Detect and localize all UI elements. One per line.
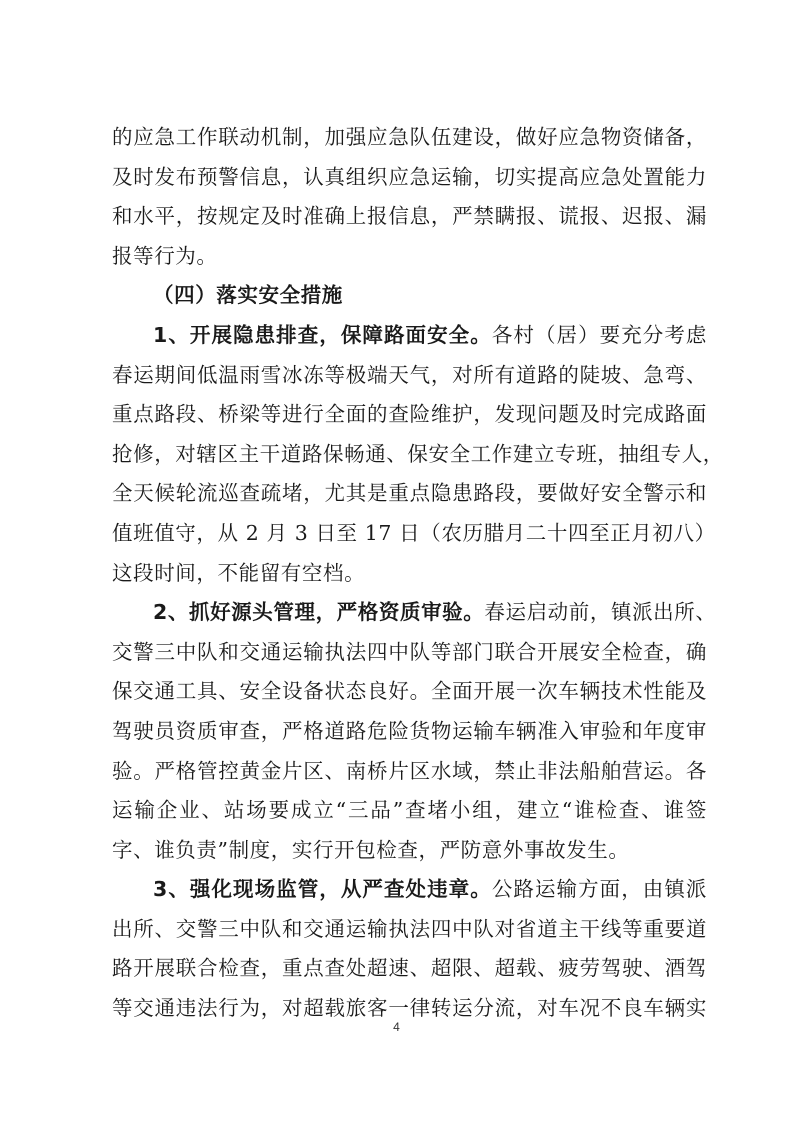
paragraph-first-line [112,316,707,356]
section-heading: （四）落实安全措施 [153,283,343,308]
text-line: 的应急工作联动机制，加强应急队伍建设，做好应急物资储备， [112,125,707,149]
text-line: 保交通工具、安全设备状态良好。全面开展一次车辆技术性能及 [112,679,707,704]
text-line: 抢修，对辖区主干道路保畅通、保安全工作建立专班，抽组专人， [112,441,724,466]
text-line: 重点路段、桥梁等进行全面的查险维护，发现问题及时完成路面 [112,402,707,427]
text-line: 验。严格管控黄金片区、南桥片区水域，禁止非法船舶营运。各 [112,758,707,783]
text-line: 报等行为。 [112,243,218,268]
paragraph-first-line [112,870,707,910]
text-line: 等交通违法行为，对超载旅客一律转运分流，对车况不良车辆实 [112,996,707,1021]
text-line: 春运期间低温雨雪冰冻等极端天气，对所有道路的陡坡、急弯、 [112,362,707,387]
document-body [112,118,724,1029]
paragraph-text: 各村（居）要充分考虑 [491,322,707,347]
text-line: 及时发布预警信息，认真组织应急运输，切实提高应急处置能力 [112,164,707,189]
text-line: 出所、交警三中队和交通运输执法四中队对省道主干线等重要道 [112,916,707,941]
paragraph-first-line [112,593,717,633]
paragraph-lead: 1、开展隐患排查，保障路面安全。 [153,322,492,347]
text-line: 全天候轮流巡查疏堵，尤其是重点隐患路段，要做好安全警示和 [112,481,707,506]
text-line: 交警三中队和交通运输执法四中队等部门联合开展安全检查，确 [112,639,707,664]
paragraph-text: 公路运输方面，由镇派 [491,877,707,902]
text-line: 这段时间，不能留有空档。 [112,560,366,585]
text-line: 驾驶员资质审查，严格道路危险货物运输车辆准入审验和年度审 [112,718,707,743]
paragraph-3 [112,870,707,1028]
paragraph-2 [112,593,717,870]
text-line: 路开展联合检查，重点查处超速、超限、超载、疲劳驾驶、酒驾 [112,956,707,981]
text-line: 运输企业、站场要成立“三品”查堵小组，建立“谁检查、谁签 [112,798,707,823]
paragraph-text: 春运启动前，镇派出所、 [484,600,717,625]
paragraph-lead: 3、强化现场监管，从严查处违章。 [153,877,492,902]
text-line: 值班值守，从 2 月 3 日至 17 日（农历腊月二十四至正月初八） [112,520,716,545]
text-line: 字、谁负责”制度，实行开包检查，严防意外事故发生。 [112,837,630,862]
paragraph-1 [112,316,724,593]
paragraph-lead: 2、抓好源头管理，严格资质审验。 [153,600,485,625]
page-number: 4 [393,1020,400,1034]
text-line: 和水平，按规定及时准确上报信息，严禁瞒报、谎报、迟报、漏 [112,204,707,229]
